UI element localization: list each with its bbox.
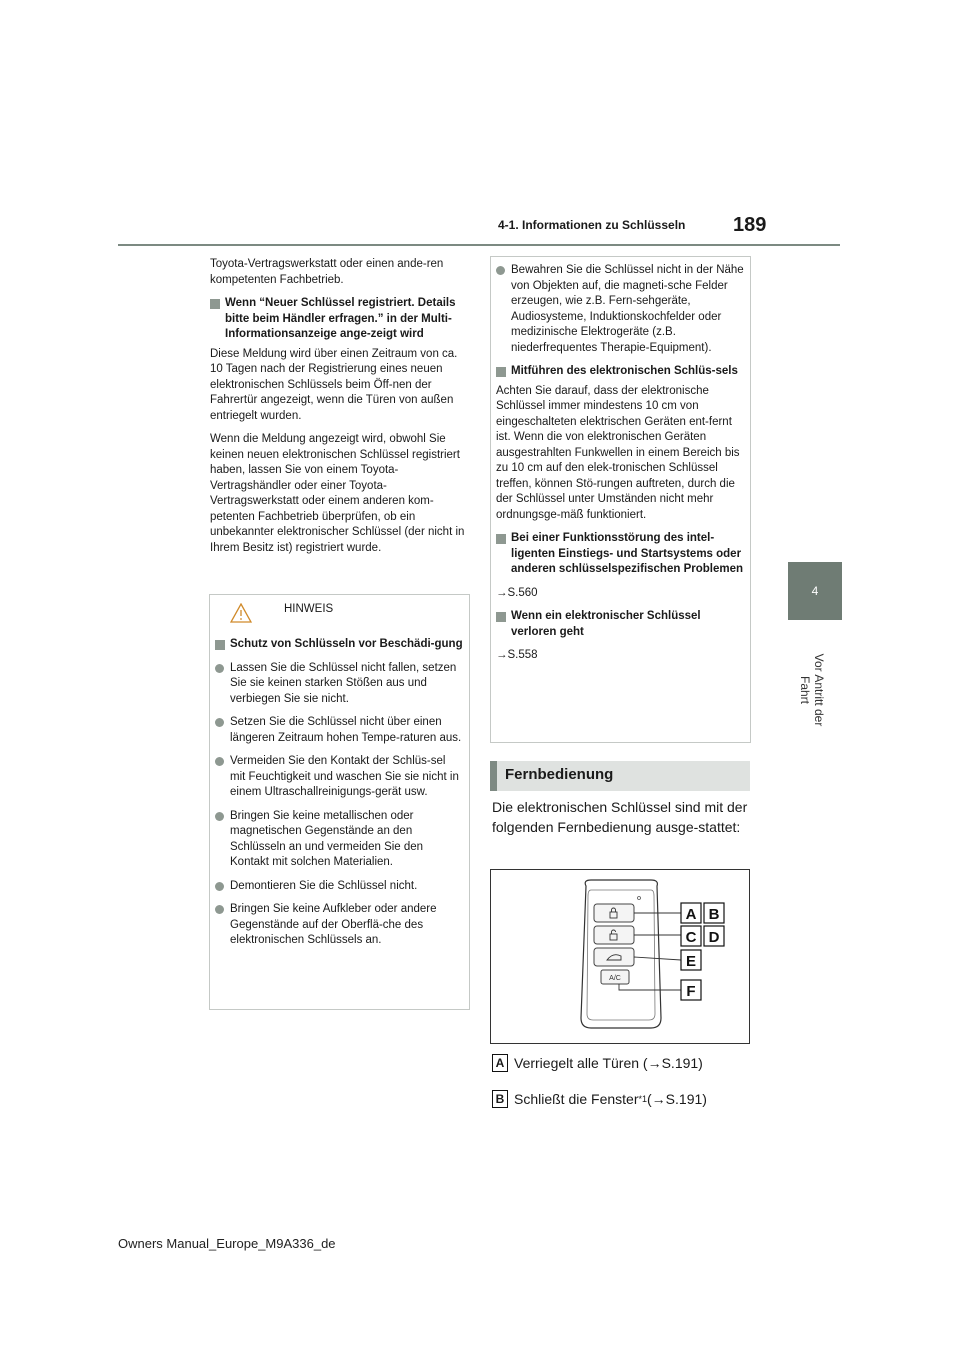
warning-triangle-icon — [230, 603, 252, 623]
footnote-marker: *1 — [638, 1094, 648, 1104]
paragraph: Diese Meldung wird über einen Zeitraum von ca. 10 Tagen nach der Registrierung eines neuen elektronischen Schlüssels beim Öff-nen der Fahrertür angezeigt, wenn die Türen von außen entriegelt wurden. — [210, 347, 458, 422]
circle-bullet-icon — [215, 718, 224, 727]
list-item — [215, 754, 463, 801]
legend-label: B — [492, 1090, 508, 1108]
figure-label-d: D — [708, 929, 720, 946]
message-heading-text: Wenn “Neuer Schlüssel registriert. Details bitte beim Händler erfragen.” in der Multi-Informationsanzeige ange-zeigt wird — [225, 297, 456, 340]
page-reference-link[interactable]: →S.560 — [496, 586, 538, 599]
notice-box-continued — [490, 256, 751, 743]
hinweis-box — [209, 594, 470, 1010]
square-bullet-icon — [496, 612, 506, 622]
page-reference-link[interactable]: →S.558 — [496, 649, 538, 661]
figure-label-a: A — [685, 906, 697, 923]
figure-label-f: F — [686, 983, 696, 1000]
list-item-text: Lassen Sie die Schlüssel nicht fallen, setzen Sie sie keinen starken Stößen aus und verbiegen Sie sie nicht. — [230, 661, 457, 705]
legend-text: Schließt die Fenster — [514, 1091, 639, 1107]
circle-bullet-icon — [215, 905, 224, 914]
intro-text: Toyota-Vertragswerkstatt oder einen ande-ren kompetenten Fachbetrieb. — [210, 258, 444, 286]
subheading — [496, 364, 744, 380]
figure-label-e: E — [685, 953, 697, 970]
list-item — [215, 809, 463, 871]
message-heading — [210, 296, 470, 343]
square-bullet-icon — [210, 299, 220, 309]
subheading — [496, 609, 744, 640]
left-column — [210, 257, 470, 556]
circle-bullet-icon — [496, 266, 505, 275]
list-item — [496, 263, 744, 356]
hinweis-title: HINWEIS — [284, 603, 334, 615]
legend-reference: (→S.191) — [647, 1091, 707, 1107]
chapter-label: Vor Antritt der Fahrt — [798, 653, 826, 727]
legend-item-a — [492, 1054, 703, 1072]
header-rule — [118, 244, 840, 246]
legend-label: A — [492, 1054, 508, 1072]
hinweis-heading-text: Schutz von Schlüsseln vor Beschädi-gung — [230, 638, 463, 650]
ac-button-text: A/C — [609, 975, 621, 982]
list-item — [215, 879, 463, 895]
list-item-text: Bewahren Sie die Schlüssel nicht in der Nähe von Objekten auf, die magneti-sche Felder erzeugen, wie z.B. Fern-sehgeräte, Audiosysteme, Induktionskochfelder oder medizinische Elektrogeräte (z.B. niederfrequentes Therapie-Equipment). — [511, 264, 744, 354]
list-item-text: Bringen Sie keine metallischen oder magnetischen Gegenstände an den Schlüsseln an und vermeiden Sie den Kontakt mit solchen Materialien. — [230, 809, 424, 868]
circle-bullet-icon — [215, 812, 224, 821]
list-item-text: Vermeiden Sie den Kontakt der Schlüs-sel mit Feuchtigkeit und waschen Sie sie nicht in einem Ultraschallreinigungs-gerät usw. — [230, 755, 459, 798]
square-bullet-icon — [496, 367, 506, 377]
chapter-tab[interactable]: 4 — [788, 562, 842, 620]
section-intro: Die elektronischen Schlüssel sind mit der folgenden Fernbedienung ausge-stattet: — [492, 799, 748, 835]
list-item-text: Bringen Sie keine Aufkleber oder andere Gegenstände auf der Oberflä-che des elektronischen Schlüssels an. — [230, 903, 437, 946]
legend-item-b — [492, 1090, 707, 1108]
footer: Owners Manual_Europe_M9A336_de — [118, 1236, 336, 1251]
legend-text: Verriegelt alle Türen (→S.191) — [514, 1055, 703, 1071]
section-heading: 4-1. Informationen zu Schlüsseln — [498, 218, 686, 232]
section-title: Fernbedienung — [505, 766, 614, 783]
circle-bullet-icon — [215, 757, 224, 766]
figure-label-b: B — [708, 906, 720, 923]
list-item — [215, 715, 463, 746]
figure-label-c: C — [685, 929, 697, 946]
remote-key-figure — [490, 869, 750, 1044]
paragraph: Achten Sie darauf, dass der elektronische Schlüssel immer mindestens 10 cm von eingeschalteten elektrischen Geräten ent-fernt ist. Wenn die von elektronischen Geräten ausgestrahlten Funkwellen in einem Bereich bis zu 10 cm auf den elek-tronischen Schlüssel treffen, können Stö-rungen auftreten, durch die der Schlüssel unter Umständen nicht mehr ordnungsge-mäß funktioniert. — [496, 384, 740, 521]
list-item-text: Demontieren Sie die Schlüssel nicht. — [230, 879, 418, 892]
square-bullet-icon — [496, 534, 506, 544]
circle-bullet-icon — [215, 664, 224, 673]
paragraph: Wenn die Meldung angezeigt wird, obwohl Sie keinen neuen elektronischen Schlüssel registriert haben, lassen Sie von einem Toyota-Vertragshändler oder einer Toyota-Vertragswerkstatt oder einem anderen kom-petenten Fachbetrieb überprüfen, ob ein unbekannter elektronischer Schlüssel (der nicht in Ihrem Besitz ist) registriert wurde. — [210, 433, 465, 554]
list-item-text: Setzen Sie die Schlüssel nicht über einen längeren Zeitraum hohen Tempe-raturen aus. — [230, 716, 462, 744]
list-item — [215, 902, 463, 949]
section-bar-accent — [490, 761, 497, 791]
subheading-text: Mitführen des elektronischen Schlüs-sels — [511, 365, 738, 377]
subheading — [496, 531, 744, 578]
circle-bullet-icon — [215, 882, 224, 891]
section-bar — [490, 761, 750, 791]
square-bullet-icon — [215, 640, 225, 650]
subheading-text: Wenn ein elektronischer Schlüssel verloren geht — [511, 610, 701, 638]
list-item — [215, 661, 463, 708]
hinweis-heading — [215, 637, 463, 653]
page-number: 189 — [733, 214, 767, 236]
remote-key-illustration — [491, 870, 749, 1043]
subheading-text: Bei einer Funktionsstörung des intel-ligenten Einstiegs- und Startsystems oder anderen schlüsselspezifischen Problemen — [511, 532, 743, 575]
